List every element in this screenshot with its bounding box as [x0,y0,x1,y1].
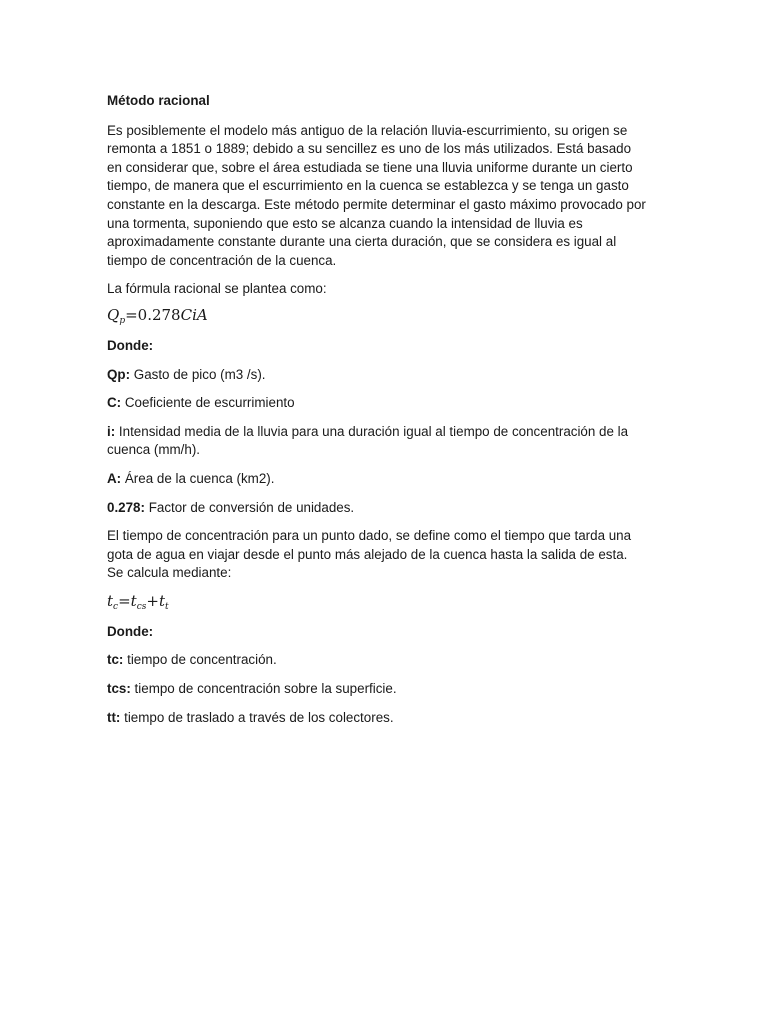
formula2-term2: t [158,591,165,610]
formula-equals: = [125,305,138,324]
definition-term: A: [107,470,122,486]
concentration-paragraph: El tiempo de concentración para un punto dado, se define como el tiempo que tarda una gota de agua en viajar desde el punto más alejado de la cuenca hasta la salida de esta. Se calcula mediante: [107,528,632,581]
where-label: Donde: [107,623,154,639]
definition-text: Factor de conversión de unidades. [144,499,355,515]
formula2-equals: = [118,591,131,610]
concentration-formula [107,590,647,612]
definition-item [107,499,647,518]
formula-intro-text: La fórmula racional se plantea como: [107,281,327,297]
formula2-plus: + [146,591,159,610]
definition-text: Área de la cuenca (km2). [121,470,275,486]
definition-item [107,680,647,699]
definition-term: tcs: [107,681,131,697]
definition-term: i: [107,423,116,439]
formula2-lhs-subscript: c [113,601,119,612]
where-label: Donde: [107,337,154,353]
definition-item [107,394,647,413]
formula2-term2-subscript: t [164,601,169,612]
definition-item [107,366,647,385]
definition-item [107,470,647,489]
formula-constant: 0.278 [137,305,181,324]
formula2-term1-subscript: cs [136,601,147,612]
intro-paragraph: Es posiblemente el modelo más antiguo de la relación lluvia-escurrimiento, su origen se remonta a 1851 o 1889; debido a su sencillez es uno de los más utilizados. Está basado en considerar que, sobre el área estudiada se tiene una lluvia uniforme durante un cierto tiempo, de manera que el escurrimiento en la cuenca se establezca y se tenga un gasto constante en la descarga. Este método permite determinar el gasto máximo provocado por una tormenta, suponiendo que esto se alcanza cuando la intensidad de lluvia es aproximadamente constante durante una cierta duración, que se considera es igual al tiempo de concentración de la cuenca. [107,122,646,268]
definition-term: Qp: [107,366,131,382]
definition-term: 0.278: [107,499,145,515]
definition-text: tiempo de concentración. [123,652,277,668]
definition-term: C: [107,395,122,411]
definition-text: Coeficiente de escurrimiento [121,395,295,411]
definition-text: tiempo de traslado a través de los colectores. [120,709,394,725]
definition-item [107,709,647,728]
formula-lhs-subscript: p [119,315,126,326]
definition-text: Intensidad media de la lluvia para una duración igual al tiempo de concentración de la cuenca (mm/h). [107,423,629,458]
formula-variables: CiA [180,305,208,324]
document-page [107,92,647,737]
definition-term: tc: [107,652,124,668]
definition-text: tiempo de concentración sobre la superficie. [130,681,397,697]
formula2-lhs: t [107,591,114,610]
definition-item [107,651,647,670]
definition-text: Gasto de pico (m3 /s). [130,366,266,382]
rational-formula [107,304,647,326]
formula-lhs: Q [107,305,120,324]
definition-term: tt: [107,709,121,725]
definition-item [107,423,647,460]
document-title: Método racional [107,93,210,108]
formula2-term1: t [130,591,137,610]
